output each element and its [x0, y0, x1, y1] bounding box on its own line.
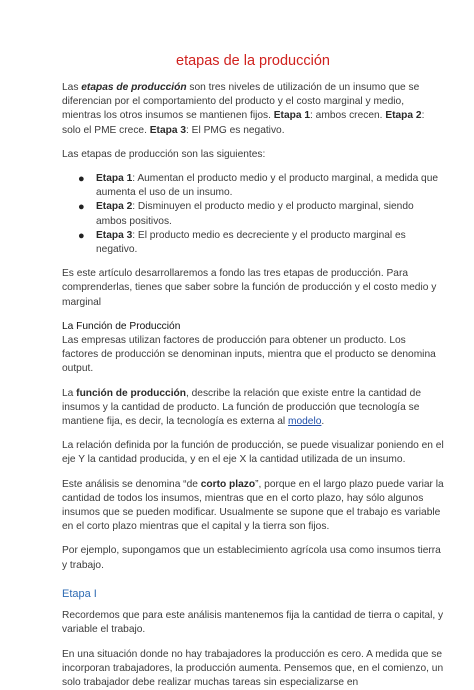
- function-term: función de producción: [76, 388, 186, 399]
- intro-etapa2-label: Etapa 2: [385, 110, 421, 121]
- list-item: [96, 200, 444, 228]
- stage-label: Etapa 3: [96, 230, 132, 241]
- stage-text: : Aumentan el producto medio y el producto marginal, a medida que aumenta el uso de un insumo.: [96, 173, 438, 198]
- intro-etapa1-label: Etapa 1: [274, 110, 310, 121]
- intro-paragraph: [62, 81, 444, 138]
- article-note: Es este artículo desarrollaremos a fondo las tres etapas de producción. Para comprenderlas, tienes que saber sobre la función de producción y el costo medio y marginal: [62, 267, 444, 310]
- short-term-text: ”, porque en el largo plazo puede variar la cantidad de todos los insumos, mientras que en el corto plazo, hay sólo algunos insumos que se pueden modificar. Usualmente se supone que el trabajo es variable en el corto plazo mientras que el capital y la tierra son fijos.: [62, 479, 444, 533]
- list-intro: Las etapas de producción son las siguientes:: [62, 148, 444, 162]
- list-item: [96, 172, 444, 200]
- etapa-heading: Etapa I: [62, 587, 444, 601]
- bullet-icon: ●: [78, 229, 85, 243]
- intro-etapa1-text: : ambos crecen.: [310, 110, 385, 121]
- relation-paragraph: La relación definida por la función de producción, se puede visualizar poniendo en el eje Y la cantidad producida, y en el eje X la cantidad utilizada de un insumo.: [62, 439, 444, 467]
- short-term-paragraph: [62, 478, 444, 535]
- stage-label: Etapa 2: [96, 201, 132, 212]
- intro-etapa3-text: : El PMG es negativo.: [186, 125, 285, 136]
- remember-paragraph: Recordemos que para este análisis mantenemos fija la cantidad de tierra o capital, y variable el trabajo.: [62, 609, 444, 637]
- intro-pre: Las: [62, 82, 81, 93]
- bullet-icon: ●: [78, 200, 85, 214]
- section-heading: La Función de Producción: [62, 320, 444, 334]
- stages-list: [62, 172, 444, 257]
- function-pre: La: [62, 388, 76, 399]
- short-term-pre: Este análisis se denomina “de: [62, 479, 201, 490]
- stage-label: Etapa 1: [96, 173, 132, 184]
- short-term-term: corto plazo: [201, 479, 255, 490]
- stage-text: : Disminuyen el producto medio y el producto marginal, siendo ambos positivos.: [96, 201, 414, 226]
- modelo-link[interactable]: modelo: [288, 416, 321, 427]
- intro-text: son tres niveles de utilización de un insumo que se diferencian por el comportamiento del producto y el costo marginal y medio, mientras los otros insumos se mantienen fijos.: [62, 82, 419, 121]
- list-item: [96, 229, 444, 257]
- intro-etapa3-label: Etapa 3: [150, 125, 186, 136]
- function-paragraph: [62, 387, 444, 430]
- function-text: , describe la relación que existe entre la cantidad de insumos y la cantidad de producto. La función de producción que tecnología se mantiene fija, es decir, la tecnología es externa al: [62, 388, 421, 427]
- bullet-icon: ●: [78, 172, 85, 186]
- document-title: etapas de la producción: [62, 52, 444, 70]
- intro-etapa2-text: : solo el PME crece.: [62, 110, 424, 135]
- intro-term: etapas de producción: [81, 82, 186, 93]
- stage-text: : El producto medio es decreciente y el producto marginal es negativo.: [96, 230, 406, 255]
- situation-paragraph: En una situación donde no hay trabajadores la producción es cero. A medida que se incorporan trabajadores, la producción aumenta. Pensemos que, en el comienzo, un solo trabajador debe realizar muchas tareas sin especializarse en: [62, 648, 444, 690]
- function-post: .: [321, 416, 324, 427]
- example-paragraph: Por ejemplo, supongamos que un establecimiento agrícola usa como insumos tierra y trabajo.: [62, 544, 444, 572]
- factors-paragraph: Las empresas utilizan factores de producción para obtener un producto. Los factores de producción se denominan inputs, mientra que el producto se denomina output.: [62, 334, 444, 377]
